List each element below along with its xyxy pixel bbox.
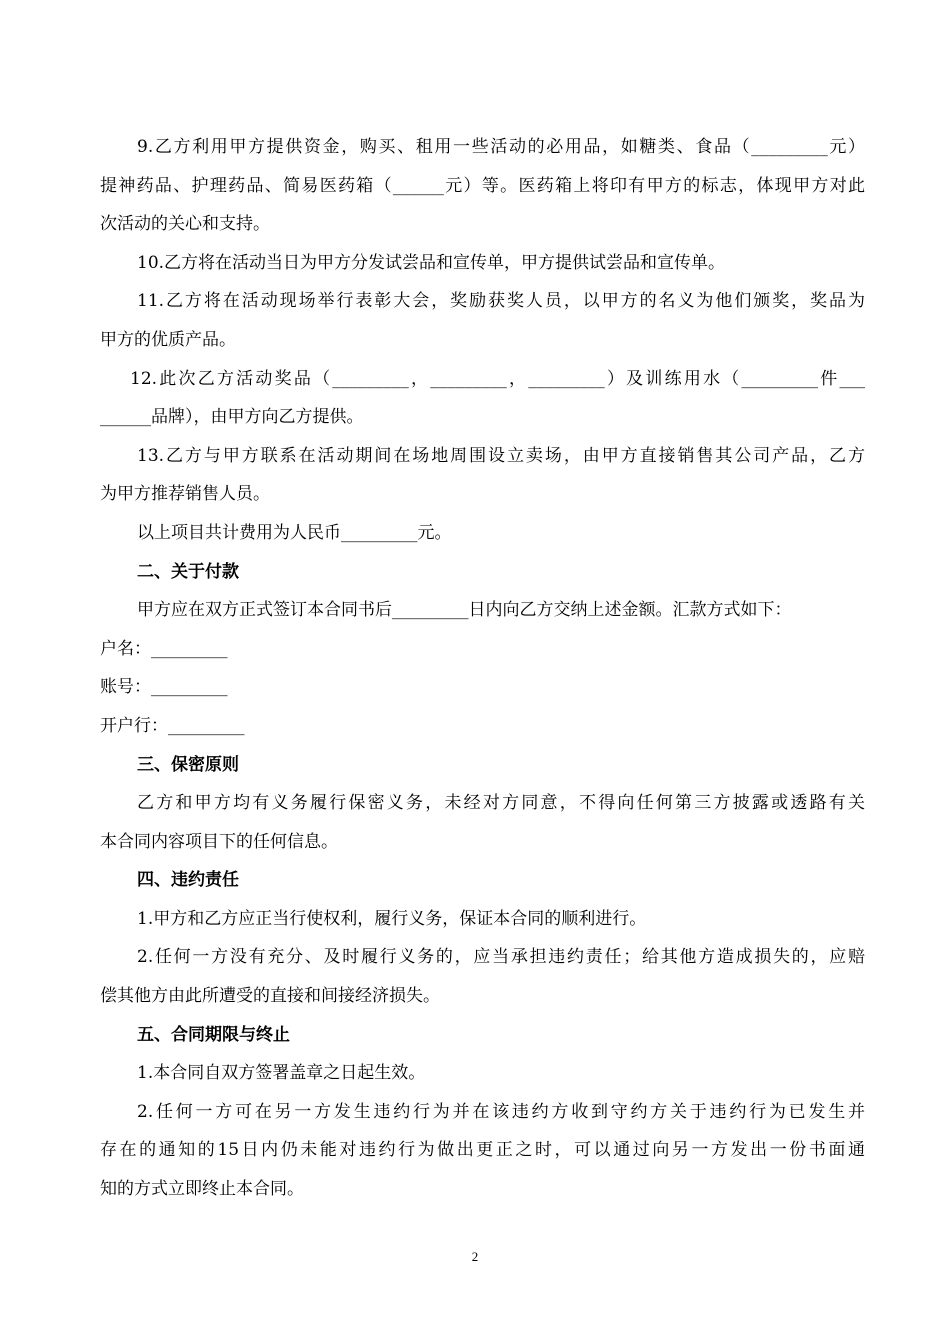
- clause-13-line-1: 13.乙方与甲方联系在活动期间在场地周围设立卖场，由甲方直接销售其公司产品，乙方: [137, 445, 865, 466]
- clause-12-line-2: ______品牌），由甲方向乙方提供。: [100, 407, 364, 428]
- bank-line: 开户行：_________: [100, 715, 245, 736]
- payment-clause: 甲方应在双方正式签订本合同书后_________日内向乙方交纳上述金额。汇款方式如下：: [137, 600, 792, 621]
- section-heading-term: 五、合同期限与终止: [137, 1024, 290, 1045]
- liability-clause-2-line-2: 偿其他方由此所遭受的直接和间接经济损失。: [100, 986, 440, 1007]
- clause-9-line-3: 次活动的关心和支持。: [100, 214, 270, 235]
- clause-11-line-2: 甲方的优质产品。: [100, 329, 236, 350]
- clause-9-line-1: 9.乙方利用甲方提供资金，购买、租用一些活动的必用品，如糖类、食品（_________元）: [137, 137, 865, 157]
- clause-13-line-2: 为甲方推荐销售人员。: [100, 484, 270, 505]
- section-heading-payment: 二、关于付款: [137, 561, 239, 582]
- clause-9-line-2: 提神药品、护理药品、简易医药箱（______元）等。医药箱上将印有甲方的标志，体现甲方对此: [100, 175, 865, 196]
- section-heading-liability: 四、违约责任: [137, 870, 239, 891]
- term-clause-2-line-3: 知的方式立即终止本合同。: [100, 1179, 304, 1200]
- liability-clause-1: 1.甲方和乙方应正当行使权利，履行义务，保证本合同的顺利进行。: [137, 908, 647, 929]
- total-cost-line: 以上项目共计费用为人民币_________元。: [137, 522, 452, 543]
- account-number-line: 账号：_________: [100, 677, 228, 698]
- term-clause-2-line-1: 2.任何一方可在另一方发生违约行为并在该违约方收到守约方关于违约行为已发生并: [137, 1101, 865, 1122]
- section-heading-confidentiality: 三、保密原则: [137, 754, 239, 775]
- account-name-line: 户名：_________: [100, 638, 228, 659]
- liability-clause-2-line-1: 2.任何一方没有充分、及时履行义务的，应当承担违约责任；给其他方造成损失的，应赔: [137, 947, 865, 968]
- clause-11-line-1: 11.乙方将在活动现场举行表彰大会，奖励获奖人员，以甲方的名义为他们颁奖，奖品为: [137, 291, 865, 312]
- confidentiality-line-2: 本合同内容项目下的任何信息。: [100, 831, 338, 852]
- confidentiality-line-1: 乙方和甲方均有义务履行保密义务，未经对方同意，不得向任何第三方披露或透路有关: [137, 793, 865, 814]
- clause-12-line-1: 12.此次乙方活动奖品（_________，_________，_________）及训练用水（_________件___: [130, 368, 865, 389]
- contract-body: [100, 128, 865, 1209]
- page-number: 2: [471, 1249, 479, 1264]
- term-clause-2-line-2: 存在的通知的15日内仍未能对违约行为做出更正之时，可以通过向另一方发出一份书面通: [100, 1140, 865, 1161]
- term-clause-1: 1.本合同自双方签署盖章之日起生效。: [137, 1063, 426, 1084]
- clause-10: 10.乙方将在活动当日为甲方分发试尝品和宣传单，甲方提供试尝品和宣传单。: [137, 252, 726, 273]
